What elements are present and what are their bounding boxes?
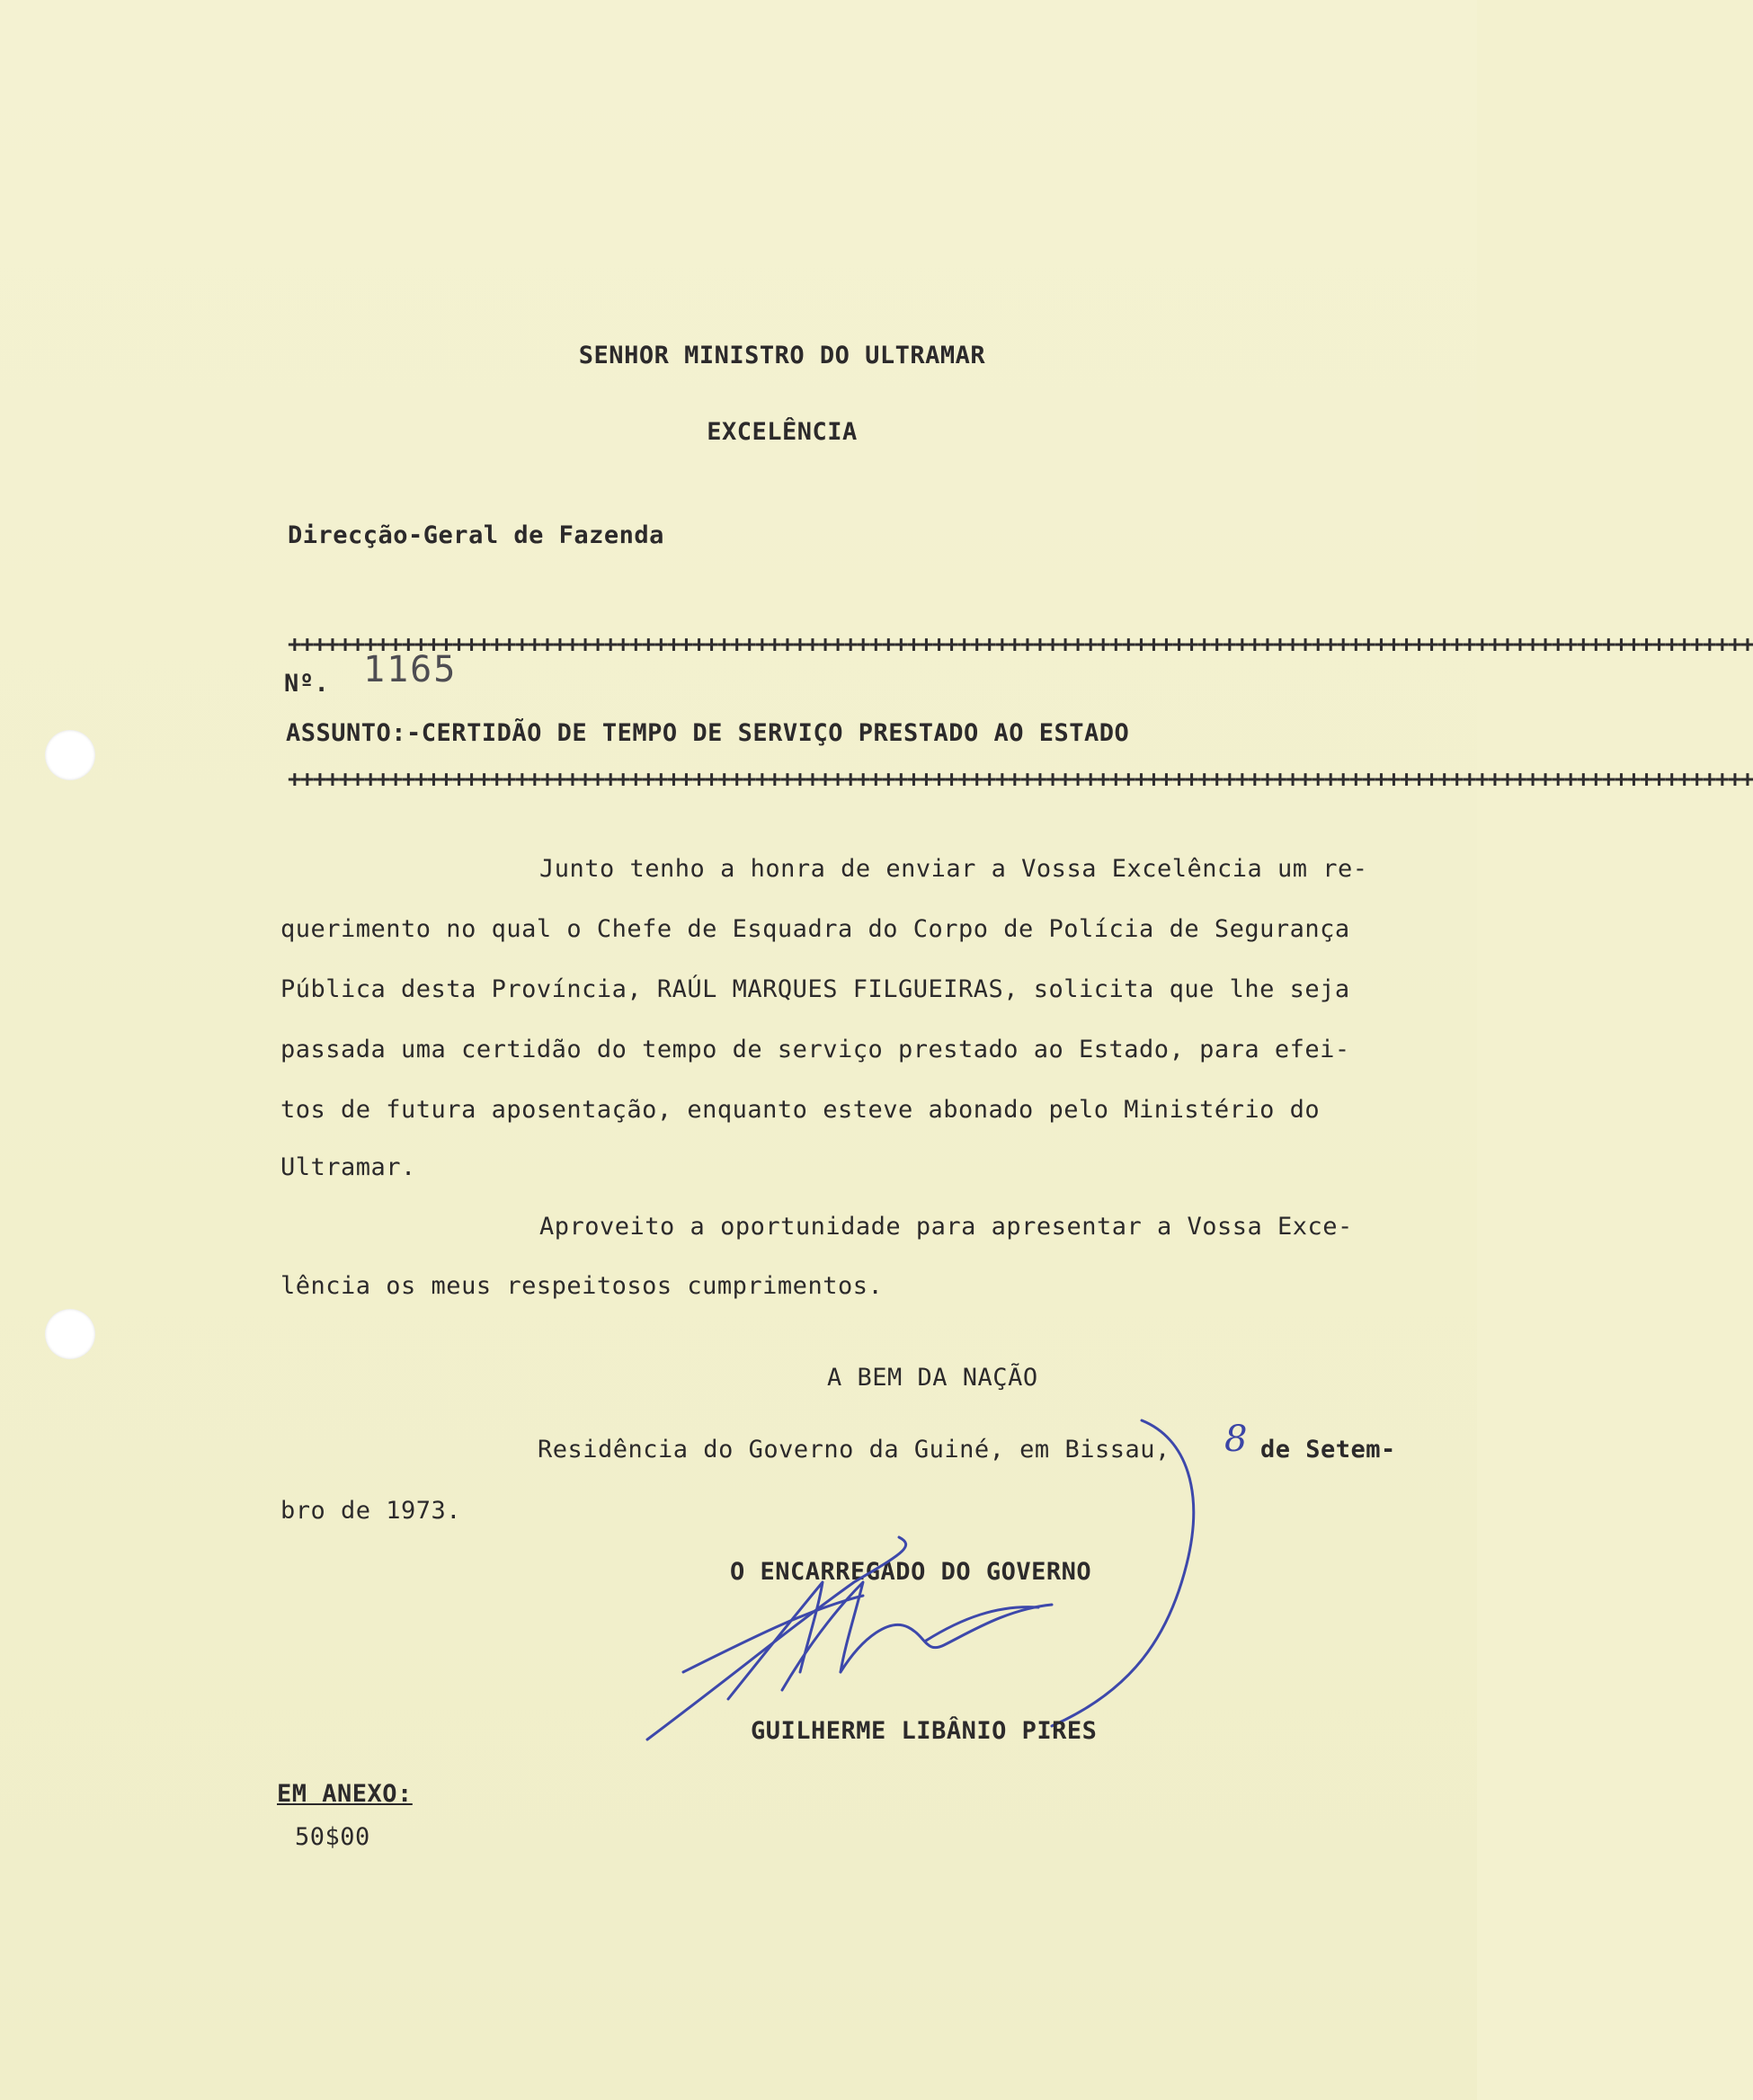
paragraph1-line2: querimento no qual o Chefe de Esquadra do Corpo de Polícia de Segurança bbox=[280, 915, 1350, 943]
punch-hole-bottom bbox=[45, 1309, 95, 1359]
paragraph2-line1: Aproveito a oportunidade para apresentar a Vossa Exce- bbox=[539, 1213, 1353, 1241]
paragraph1-line1: Junto tenho a honra de enviar a Vossa Excelência um re- bbox=[539, 855, 1368, 883]
separator-top: ++++++++++++++++++++++++++++++++++++++++++++++++++++++++++++++++++++++++++++++++++++++++++++++++++++++++++++++++++++ bbox=[288, 631, 1753, 658]
department: Direcção-Geral de Fazenda bbox=[288, 521, 664, 549]
document-number: 1165 bbox=[363, 649, 458, 690]
place-date-line2: bro de 1973. bbox=[280, 1497, 462, 1525]
paragraph1-line4: passada uma certidão do tempo de serviço prestado ao Estado, para efei- bbox=[280, 1036, 1350, 1063]
punch-hole-top bbox=[45, 730, 95, 780]
subject: ASSUNTO:-CERTIDÃO DE TEMPO DE SERVIÇO PRESTADO AO ESTADO bbox=[286, 719, 1130, 747]
handwritten-day: 8 bbox=[1224, 1419, 1248, 1460]
signatory-title: O ENCARREGADO DO GOVERNO bbox=[730, 1558, 1092, 1586]
signature bbox=[629, 1402, 1259, 1744]
motto: A BEM DA NAÇÃO bbox=[827, 1364, 1038, 1392]
signatory-name: GUILHERME LIBÂNIO PIRES bbox=[751, 1717, 1098, 1745]
separator-bottom: ++++++++++++++++++++++++++++++++++++++++++++++++++++++++++++++++++++++++++++++++++++++++++++++++++++++++++++++++++++ bbox=[288, 766, 1753, 793]
salutation: EXCELÊNCIA bbox=[707, 418, 858, 446]
addressee: SENHOR MINISTRO DO ULTRAMAR bbox=[578, 342, 986, 369]
paragraph2-line2: lência os meus respeitosos cumprimentos. bbox=[280, 1272, 884, 1300]
place-date-line1-end: de Setem- bbox=[1260, 1436, 1396, 1464]
paragraph1-line5: tos de futura aposentação, enquanto esteve abonado pelo Ministério do bbox=[280, 1096, 1321, 1124]
paragraph1-line3: Pública desta Província, RAÚL MARQUES FILGUEIRAS, solicita que lhe seja bbox=[280, 975, 1350, 1003]
number-label: Nº. bbox=[284, 670, 330, 698]
paragraph1-line6: Ultramar. bbox=[280, 1153, 416, 1181]
place-date-line1: Residência do Governo da Guiné, em Bissau, bbox=[538, 1436, 1170, 1464]
annex-amount: 50$00 bbox=[295, 1823, 370, 1851]
annex-label: EM ANEXO: bbox=[277, 1780, 413, 1808]
